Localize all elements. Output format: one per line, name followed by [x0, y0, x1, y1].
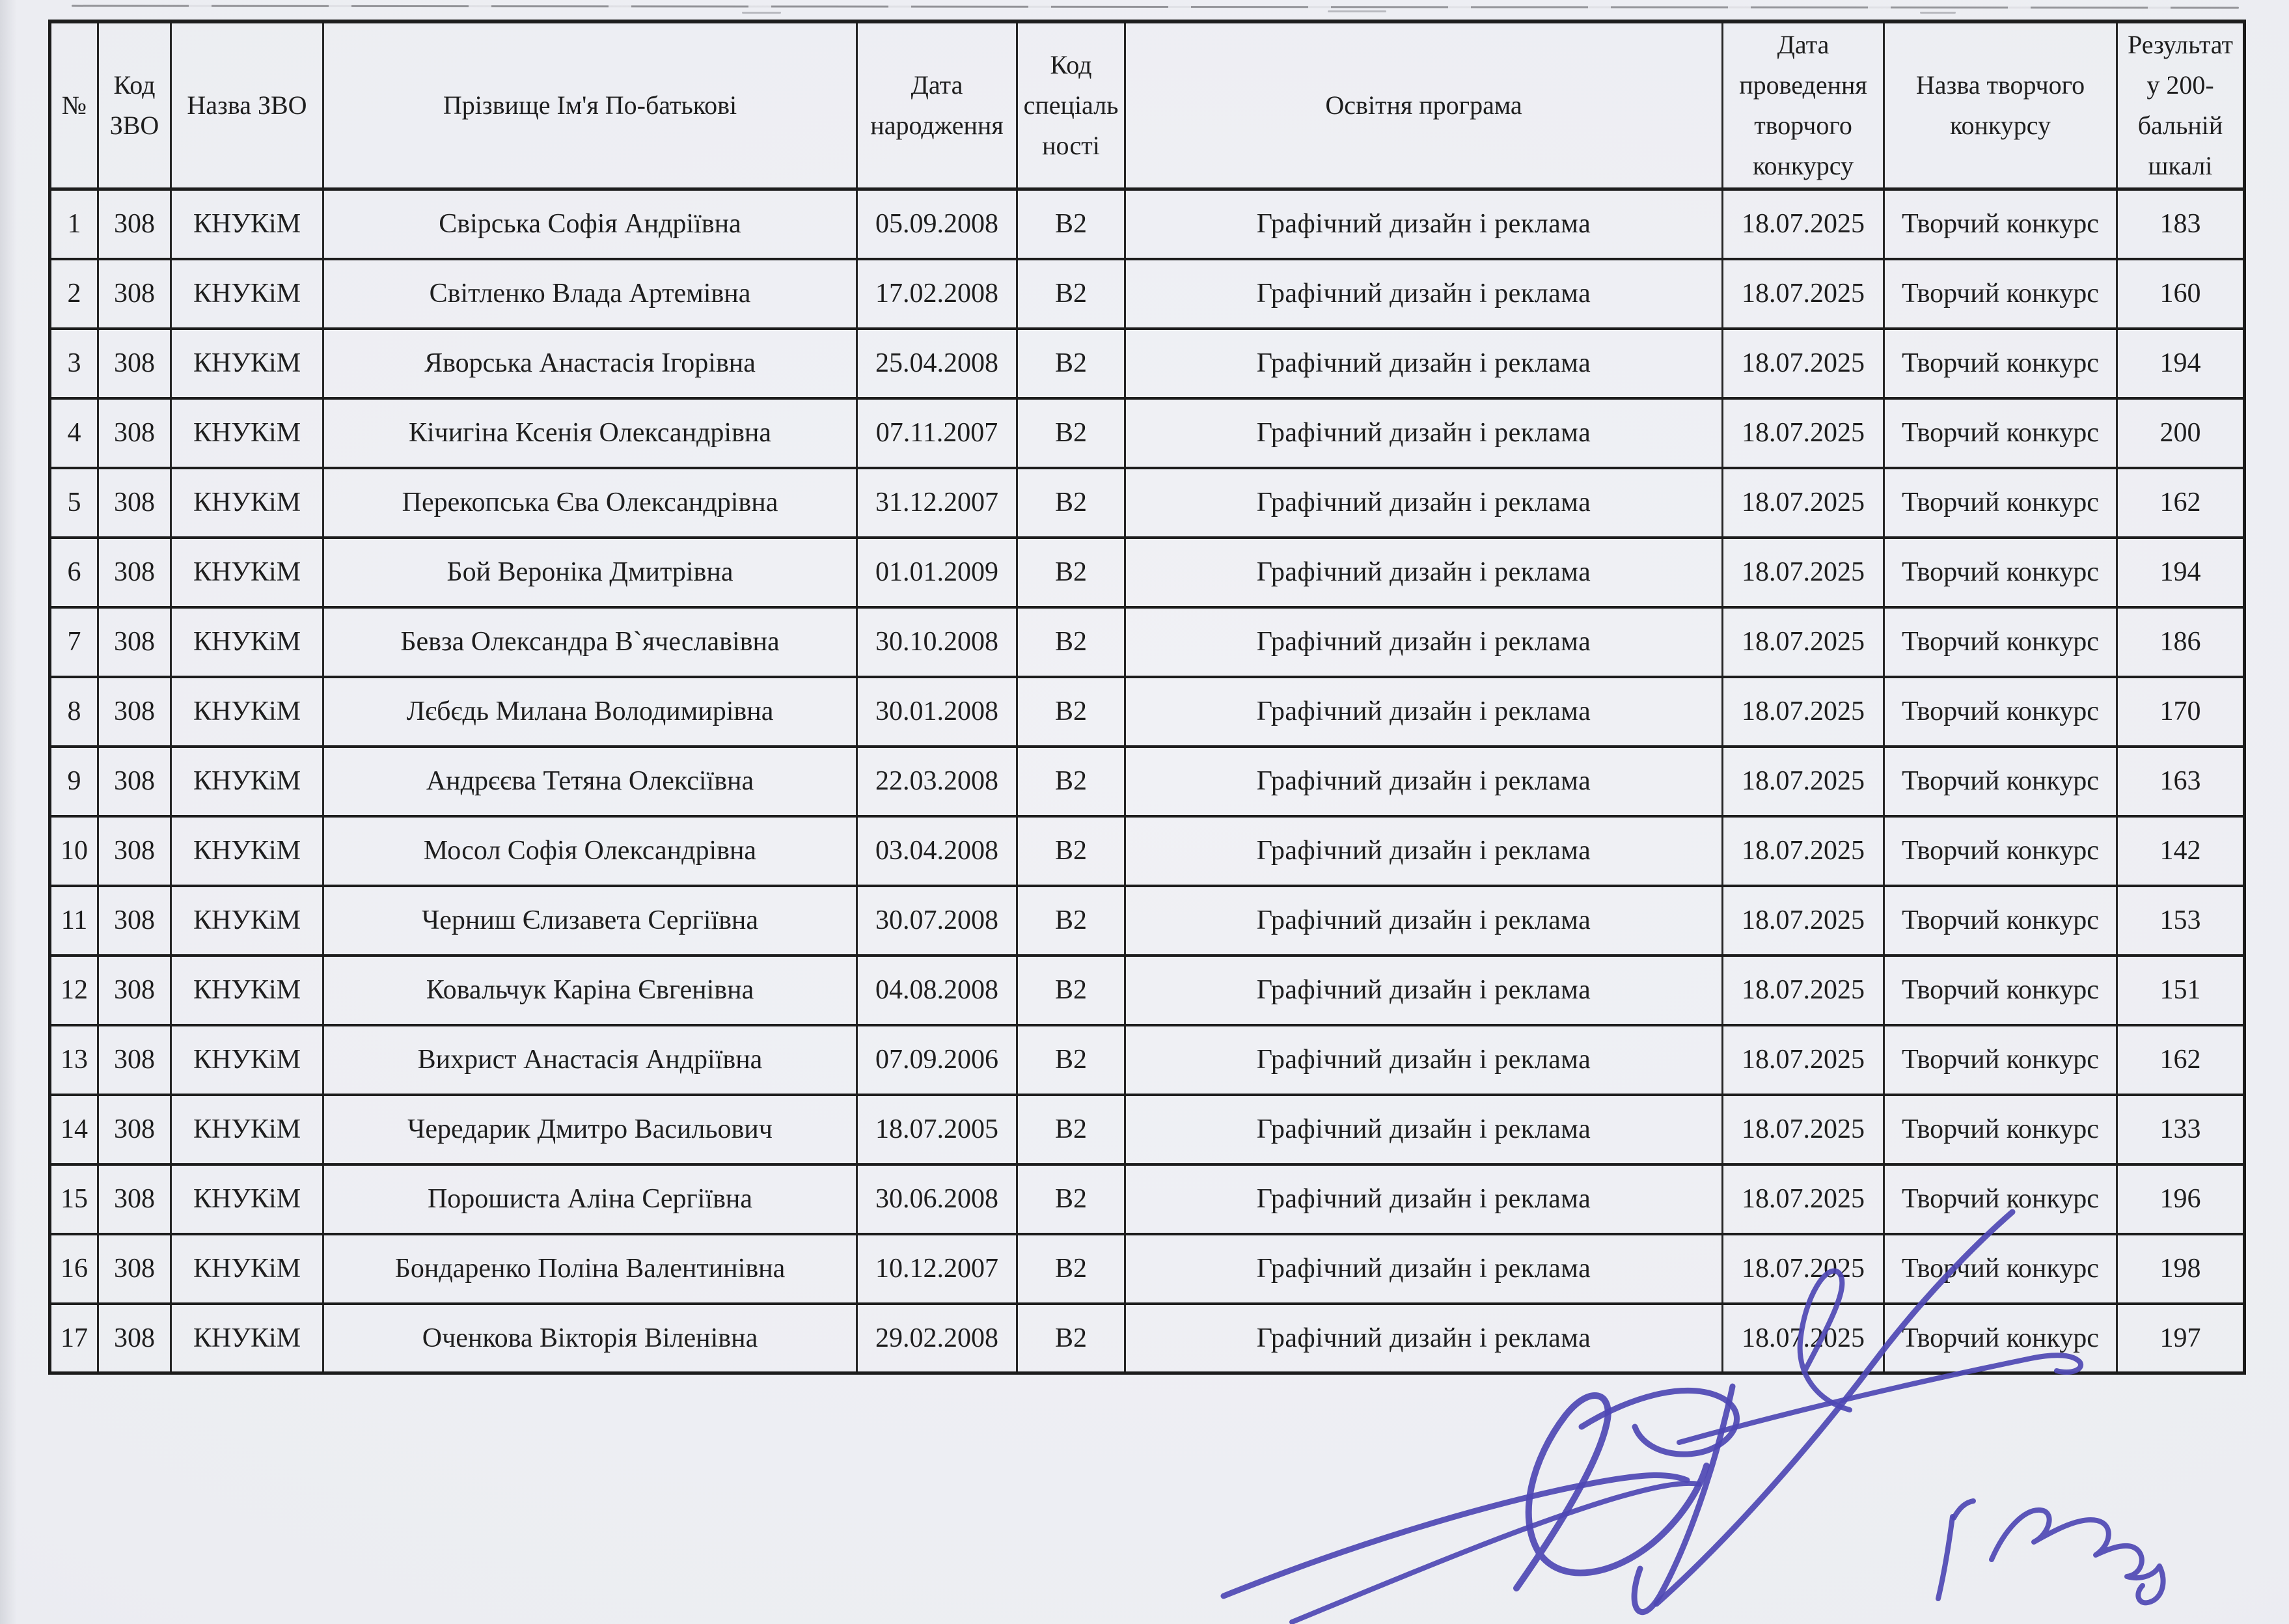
- cell-no: 12: [50, 956, 98, 1025]
- cell-spec-code: В2: [1017, 886, 1125, 956]
- cell-exam-name: Творчий конкурс: [1884, 956, 2117, 1025]
- cell-spec-code: В2: [1017, 956, 1125, 1025]
- col-header-exam-name: Назва творчого конкурсу: [1884, 21, 2117, 189]
- table-row: [50, 607, 2245, 677]
- cell-zvo-code: 308: [98, 886, 171, 956]
- scan-speck: [1920, 12, 1956, 14]
- cell-full-name: Чередарик Дмитро Васильович: [323, 1095, 857, 1164]
- cell-zvo-name: КНУКіМ: [171, 1164, 323, 1234]
- cell-full-name: Вихрист Анастасія Андріївна: [323, 1025, 857, 1095]
- cell-full-name: Яворська Анастасія Ігорівна: [323, 329, 857, 398]
- table-row: [50, 747, 2245, 816]
- cell-score: 194: [2117, 329, 2245, 398]
- signature-stroke: [1938, 1517, 1953, 1599]
- cell-zvo-code: 308: [98, 189, 171, 259]
- cell-exam-name: Творчий конкурс: [1884, 398, 2117, 468]
- cell-full-name: Бондаренко Поліна Валентинівна: [323, 1234, 857, 1304]
- scan-edge-line: [72, 5, 2239, 9]
- cell-exam-name: Творчий конкурс: [1884, 259, 2117, 329]
- cell-zvo-name: КНУКіМ: [171, 1025, 323, 1095]
- cell-exam-date: 18.07.2025: [1723, 259, 1884, 329]
- cell-spec-code: В2: [1017, 538, 1125, 607]
- cell-exam-name: Творчий конкурс: [1884, 189, 2117, 259]
- cell-score: 196: [2117, 1164, 2245, 1234]
- cell-zvo-name: КНУКіМ: [171, 538, 323, 607]
- cell-score: 198: [2117, 1234, 2245, 1304]
- col-header-zvo-name: Назва ЗВО: [171, 21, 323, 189]
- cell-no: 15: [50, 1164, 98, 1234]
- col-header-program: Освітня програма: [1125, 21, 1723, 189]
- col-header-full-name: Прізвище Ім'я По-батькові: [323, 21, 857, 189]
- cell-spec-code: В2: [1017, 816, 1125, 886]
- signature-stroke: [1634, 1386, 1733, 1612]
- cell-birth-date: 05.09.2008: [857, 189, 1017, 259]
- cell-exam-name: Творчий конкурс: [1884, 677, 2117, 747]
- cell-zvo-name: КНУКіМ: [171, 259, 323, 329]
- cell-zvo-code: 308: [98, 259, 171, 329]
- cell-no: 9: [50, 747, 98, 816]
- col-header-birth-date: Дата народження: [857, 21, 1017, 189]
- cell-zvo-code: 308: [98, 1234, 171, 1304]
- cell-birth-date: 25.04.2008: [857, 329, 1017, 398]
- cell-exam-name: Творчий конкурс: [1884, 886, 2117, 956]
- cell-exam-name: Творчий конкурс: [1884, 538, 2117, 607]
- cell-no: 16: [50, 1234, 98, 1304]
- cell-program: Графічний дизайн і реклама: [1125, 329, 1723, 398]
- cell-score: 194: [2117, 538, 2245, 607]
- cell-full-name: Бой Вероніка Дмитрівна: [323, 538, 857, 607]
- cell-zvo-name: КНУКіМ: [171, 189, 323, 259]
- cell-score: 170: [2117, 677, 2245, 747]
- cell-zvo-name: КНУКіМ: [171, 1234, 323, 1304]
- cell-exam-name: Творчий конкурс: [1884, 329, 2117, 398]
- scan-speck: [1328, 10, 1386, 12]
- cell-zvo-name: КНУКіМ: [171, 329, 323, 398]
- cell-birth-date: 03.04.2008: [857, 816, 1017, 886]
- cell-program: Графічний дизайн і реклама: [1125, 1304, 1723, 1373]
- col-header-zvo-code: Код ЗВО: [98, 21, 171, 189]
- cell-exam-date: 18.07.2025: [1723, 398, 1884, 468]
- cell-exam-date: 18.07.2025: [1723, 1304, 1884, 1373]
- cell-no: 11: [50, 886, 98, 956]
- table-row: [50, 886, 2245, 956]
- cell-no: 8: [50, 677, 98, 747]
- signature-stroke: [1292, 1483, 1699, 1622]
- table-row: [50, 1095, 2245, 1164]
- cell-spec-code: В2: [1017, 468, 1125, 538]
- cell-no: 10: [50, 816, 98, 886]
- cell-spec-code: В2: [1017, 1304, 1125, 1373]
- cell-exam-date: 18.07.2025: [1723, 1164, 1884, 1234]
- cell-birth-date: 30.07.2008: [857, 886, 1017, 956]
- cell-program: Графічний дизайн і реклама: [1125, 1164, 1723, 1234]
- signature-stroke: [1954, 1501, 1973, 1518]
- cell-exam-date: 18.07.2025: [1723, 189, 1884, 259]
- col-header-score: Результат у 200- бальній шкалі: [2117, 21, 2245, 189]
- cell-spec-code: В2: [1017, 677, 1125, 747]
- cell-full-name: Перекопська Єва Олександрівна: [323, 468, 857, 538]
- cell-exam-name: Творчий конкурс: [1884, 607, 2117, 677]
- cell-spec-code: В2: [1017, 1164, 1125, 1234]
- cell-birth-date: 07.11.2007: [857, 398, 1017, 468]
- cell-exam-date: 18.07.2025: [1723, 956, 1884, 1025]
- table-row: [50, 1304, 2245, 1373]
- signature-stroke: [1516, 1396, 1706, 1588]
- cell-program: Графічний дизайн і реклама: [1125, 1234, 1723, 1304]
- cell-no: 6: [50, 538, 98, 607]
- cell-birth-date: 07.09.2006: [857, 1025, 1017, 1095]
- col-header-spec-code: Код спеціаль ності: [1017, 21, 1125, 189]
- cell-score: 153: [2117, 886, 2245, 956]
- cell-full-name: Свірська Софія Андріївна: [323, 189, 857, 259]
- table-row: [50, 677, 2245, 747]
- cell-program: Графічний дизайн і реклама: [1125, 1025, 1723, 1095]
- cell-program: Графічний дизайн і реклама: [1125, 747, 1723, 816]
- cell-birth-date: 31.12.2007: [857, 468, 1017, 538]
- cell-zvo-code: 308: [98, 1164, 171, 1234]
- cell-no: 1: [50, 189, 98, 259]
- cell-spec-code: В2: [1017, 189, 1125, 259]
- cell-exam-date: 18.07.2025: [1723, 886, 1884, 956]
- scan-speck: [742, 12, 781, 14]
- cell-zvo-name: КНУКіМ: [171, 886, 323, 956]
- cell-exam-name: Творчий конкурс: [1884, 1304, 2117, 1373]
- cell-score: 142: [2117, 816, 2245, 886]
- cell-no: 13: [50, 1025, 98, 1095]
- cell-zvo-name: КНУКіМ: [171, 1304, 323, 1373]
- table-row: [50, 398, 2245, 468]
- cell-zvo-code: 308: [98, 1304, 171, 1373]
- cell-full-name: Андрєєва Тетяна Олексіївна: [323, 747, 857, 816]
- col-header-number: №: [50, 21, 98, 189]
- cell-zvo-name: КНУКіМ: [171, 398, 323, 468]
- cell-exam-name: Творчий конкурс: [1884, 747, 2117, 816]
- cell-zvo-name: КНУКіМ: [171, 677, 323, 747]
- cell-exam-name: Творчий конкурс: [1884, 1095, 2117, 1164]
- cell-zvo-code: 308: [98, 1025, 171, 1095]
- table-row: [50, 956, 2245, 1025]
- cell-no: 3: [50, 329, 98, 398]
- cell-exam-name: Творчий конкурс: [1884, 468, 2117, 538]
- cell-zvo-name: КНУКіМ: [171, 607, 323, 677]
- cell-birth-date: 04.08.2008: [857, 956, 1017, 1025]
- table-row: [50, 259, 2245, 329]
- cell-zvo-code: 308: [98, 468, 171, 538]
- cell-full-name: Світленко Влада Артемівна: [323, 259, 857, 329]
- cell-zvo-name: КНУКіМ: [171, 1095, 323, 1164]
- cell-spec-code: В2: [1017, 607, 1125, 677]
- cell-spec-code: В2: [1017, 259, 1125, 329]
- table-row: [50, 538, 2245, 607]
- cell-score: 160: [2117, 259, 2245, 329]
- cell-full-name: Ковальчук Каріна Євгенівна: [323, 956, 857, 1025]
- table-row: [50, 329, 2245, 398]
- cell-score: 162: [2117, 468, 2245, 538]
- cell-program: Графічний дизайн і реклама: [1125, 816, 1723, 886]
- cell-full-name: Оченкова Вікторія Віленівна: [323, 1304, 857, 1373]
- cell-score: 183: [2117, 189, 2245, 259]
- cell-program: Графічний дизайн і реклама: [1125, 259, 1723, 329]
- cell-zvo-name: КНУКіМ: [171, 956, 323, 1025]
- cell-exam-date: 18.07.2025: [1723, 1025, 1884, 1095]
- cell-program: Графічний дизайн і реклама: [1125, 468, 1723, 538]
- table-row: [50, 1164, 2245, 1234]
- cell-exam-date: 18.07.2025: [1723, 607, 1884, 677]
- signature-stroke: [1224, 1475, 1687, 1596]
- cell-full-name: Бевза Олександра В`ячеславівна: [323, 607, 857, 677]
- table-row: [50, 1234, 2245, 1304]
- cell-exam-name: Творчий конкурс: [1884, 816, 2117, 886]
- cell-score: 133: [2117, 1095, 2245, 1164]
- cell-exam-date: 18.07.2025: [1723, 1234, 1884, 1304]
- table-row: [50, 816, 2245, 886]
- cell-exam-date: 18.07.2025: [1723, 677, 1884, 747]
- cell-no: 5: [50, 468, 98, 538]
- cell-zvo-code: 308: [98, 329, 171, 398]
- cell-program: Графічний дизайн і реклама: [1125, 1095, 1723, 1164]
- cell-exam-name: Творчий конкурс: [1884, 1234, 2117, 1304]
- cell-score: 163: [2117, 747, 2245, 816]
- table-row: [50, 468, 2245, 538]
- cell-score: 200: [2117, 398, 2245, 468]
- cell-zvo-name: КНУКіМ: [171, 747, 323, 816]
- cell-program: Графічний дизайн і реклама: [1125, 956, 1723, 1025]
- table-row: [50, 189, 2245, 259]
- cell-birth-date: 17.02.2008: [857, 259, 1017, 329]
- cell-program: Графічний дизайн і реклама: [1125, 398, 1723, 468]
- table-row: [50, 1025, 2245, 1095]
- cell-spec-code: В2: [1017, 1234, 1125, 1304]
- cell-exam-date: 18.07.2025: [1723, 468, 1884, 538]
- cell-program: Графічний дизайн і реклама: [1125, 886, 1723, 956]
- cell-zvo-name: КНУКіМ: [171, 468, 323, 538]
- cell-score: 162: [2117, 1025, 2245, 1095]
- applicants-table: [48, 20, 2246, 1375]
- cell-exam-name: Творчий конкурс: [1884, 1025, 2117, 1095]
- cell-full-name: Лєбєдь Милана Володимирівна: [323, 677, 857, 747]
- cell-score: 186: [2117, 607, 2245, 677]
- cell-no: 7: [50, 607, 98, 677]
- cell-birth-date: 18.07.2005: [857, 1095, 1017, 1164]
- table-body: [50, 189, 2245, 1373]
- cell-spec-code: В2: [1017, 747, 1125, 816]
- cell-exam-date: 18.07.2025: [1723, 538, 1884, 607]
- cell-spec-code: В2: [1017, 1025, 1125, 1095]
- cell-full-name: Мосол Софія Олександрівна: [323, 816, 857, 886]
- cell-program: Графічний дизайн і реклама: [1125, 607, 1723, 677]
- cell-full-name: Кічигіна Ксенія Олександрівна: [323, 398, 857, 468]
- cell-zvo-code: 308: [98, 677, 171, 747]
- signature-stroke: [1992, 1510, 2163, 1603]
- scan-edge-shade: [0, 0, 17, 1624]
- cell-spec-code: В2: [1017, 1095, 1125, 1164]
- cell-zvo-code: 308: [98, 747, 171, 816]
- cell-birth-date: 30.01.2008: [857, 677, 1017, 747]
- cell-score: 151: [2117, 956, 2245, 1025]
- cell-spec-code: В2: [1017, 398, 1125, 468]
- signature-stroke: [1582, 1390, 1737, 1454]
- cell-birth-date: 30.10.2008: [857, 607, 1017, 677]
- cell-program: Графічний дизайн і реклама: [1125, 677, 1723, 747]
- cell-program: Графічний дизайн і реклама: [1125, 538, 1723, 607]
- cell-program: Графічний дизайн і реклама: [1125, 189, 1723, 259]
- cell-zvo-code: 308: [98, 538, 171, 607]
- cell-birth-date: 29.02.2008: [857, 1304, 1017, 1373]
- cell-full-name: Черниш Єлизавета Сергіївна: [323, 886, 857, 956]
- cell-no: 4: [50, 398, 98, 468]
- cell-exam-date: 18.07.2025: [1723, 747, 1884, 816]
- cell-spec-code: В2: [1017, 329, 1125, 398]
- cell-zvo-code: 308: [98, 956, 171, 1025]
- cell-zvo-code: 308: [98, 607, 171, 677]
- cell-exam-date: 18.07.2025: [1723, 816, 1884, 886]
- cell-exam-name: Творчий конкурс: [1884, 1164, 2117, 1234]
- cell-no: 14: [50, 1095, 98, 1164]
- cell-birth-date: 30.06.2008: [857, 1164, 1017, 1234]
- cell-zvo-name: КНУКіМ: [171, 816, 323, 886]
- cell-birth-date: 01.01.2009: [857, 538, 1017, 607]
- cell-birth-date: 10.12.2007: [857, 1234, 1017, 1304]
- cell-zvo-code: 308: [98, 398, 171, 468]
- cell-no: 2: [50, 259, 98, 329]
- cell-exam-date: 18.07.2025: [1723, 329, 1884, 398]
- cell-no: 17: [50, 1304, 98, 1373]
- header-row: [50, 21, 2245, 189]
- cell-zvo-code: 308: [98, 816, 171, 886]
- col-header-exam-date: Дата проведення творчого конкурсу: [1723, 21, 1884, 189]
- cell-full-name: Порошиста Аліна Сергіївна: [323, 1164, 857, 1234]
- cell-zvo-code: 308: [98, 1095, 171, 1164]
- cell-exam-date: 18.07.2025: [1723, 1095, 1884, 1164]
- cell-score: 197: [2117, 1304, 2245, 1373]
- cell-birth-date: 22.03.2008: [857, 747, 1017, 816]
